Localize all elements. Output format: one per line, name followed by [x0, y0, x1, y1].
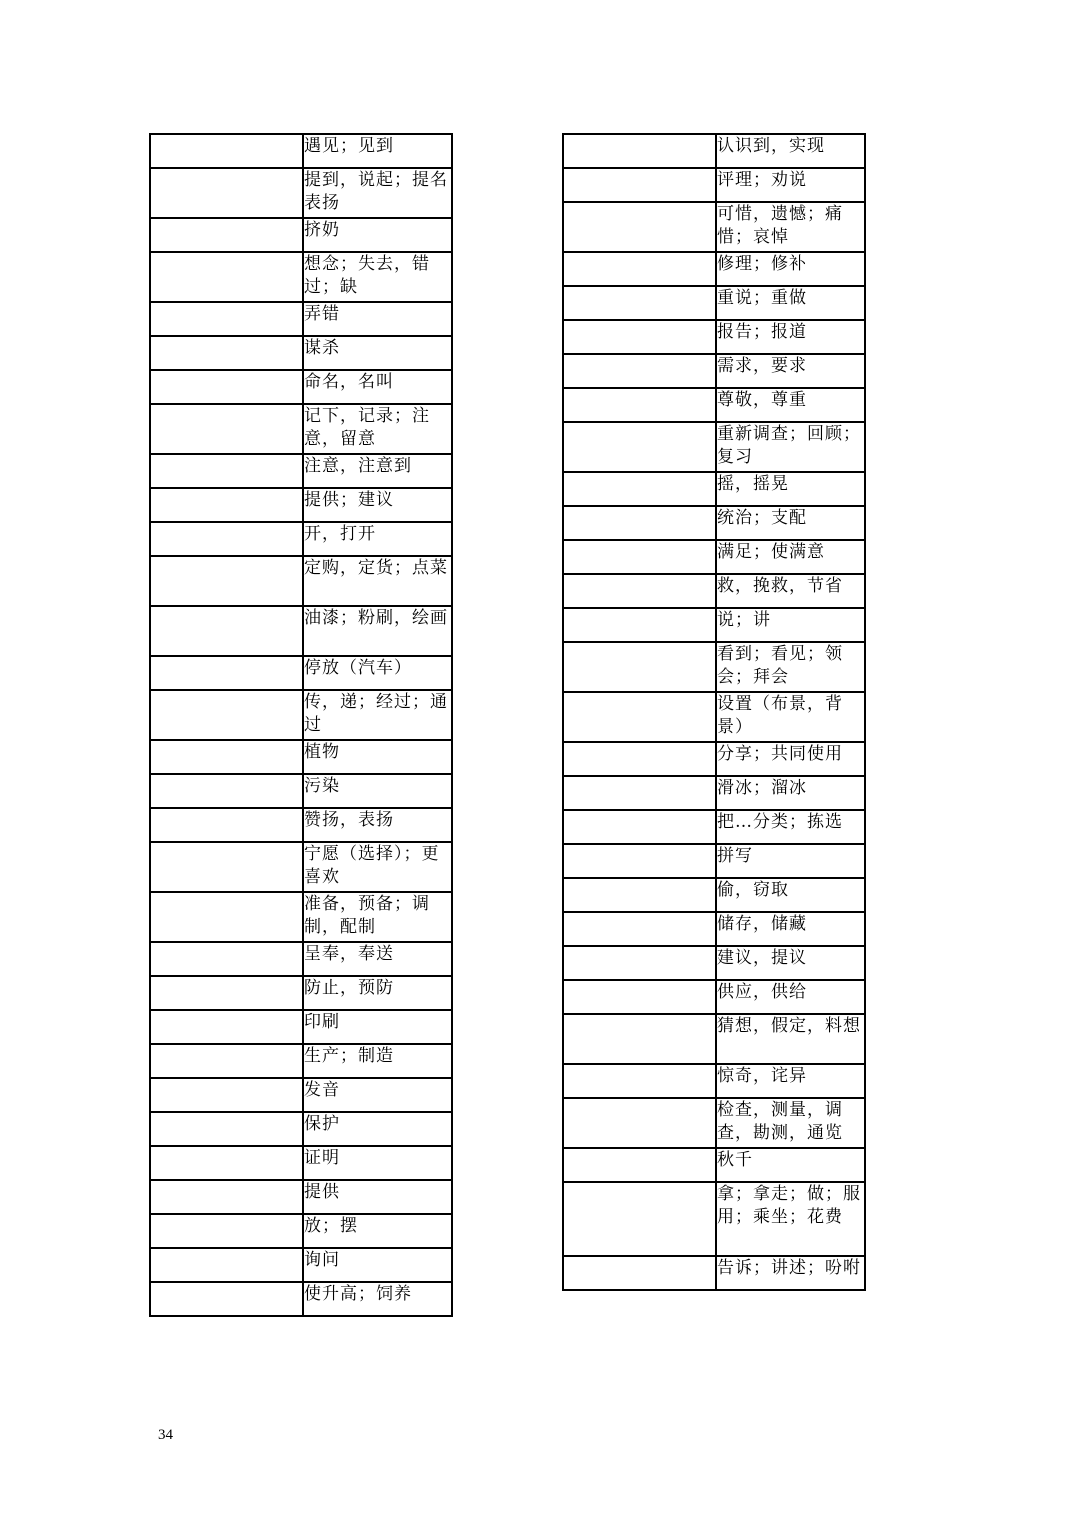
meaning-cell: 发音 — [303, 1078, 452, 1112]
word-blank-cell[interactable] — [563, 202, 716, 252]
meaning-cell: 命名，名叫 — [303, 370, 452, 404]
table-row — [563, 810, 865, 844]
meaning-cell: 储存，储藏 — [716, 912, 865, 946]
word-blank-cell[interactable] — [563, 1014, 716, 1064]
table-row — [150, 454, 452, 488]
page-number: 34 — [158, 1427, 173, 1443]
table-row — [150, 488, 452, 522]
table-row — [150, 1214, 452, 1248]
word-blank-cell[interactable] — [563, 320, 716, 354]
table-row — [150, 774, 452, 808]
word-blank-cell[interactable] — [563, 980, 716, 1014]
table-row — [150, 1010, 452, 1044]
word-blank-cell[interactable] — [150, 942, 303, 976]
table-row — [563, 388, 865, 422]
table-row — [150, 842, 452, 892]
meaning-cell: 满足；使满意 — [716, 540, 865, 574]
word-blank-cell[interactable] — [150, 1078, 303, 1112]
table-row — [563, 912, 865, 946]
word-blank-cell[interactable] — [150, 606, 303, 656]
table-row — [563, 168, 865, 202]
word-blank-cell[interactable] — [150, 252, 303, 302]
meaning-cell: 建议，提议 — [716, 946, 865, 980]
meaning-cell: 污染 — [303, 774, 452, 808]
table-row — [563, 422, 865, 472]
table-row — [150, 168, 452, 218]
word-blank-cell[interactable] — [563, 134, 716, 168]
table-row — [150, 976, 452, 1010]
meaning-cell: 重说；重做 — [716, 286, 865, 320]
table-row — [150, 302, 452, 336]
word-blank-cell[interactable] — [563, 574, 716, 608]
meaning-cell: 可惜，遗憾；痛惜；哀悼 — [716, 202, 865, 252]
word-blank-cell[interactable] — [150, 1044, 303, 1078]
table-row — [150, 1282, 452, 1316]
meaning-cell: 把…分类；拣选 — [716, 810, 865, 844]
word-blank-cell[interactable] — [150, 656, 303, 690]
word-blank-cell[interactable] — [150, 1112, 303, 1146]
meaning-cell: 检查，测量，调查，勘测，通览 — [716, 1098, 865, 1148]
table-row — [563, 776, 865, 810]
word-blank-cell[interactable] — [563, 472, 716, 506]
word-blank-cell[interactable] — [150, 1146, 303, 1180]
meaning-cell: 提到，说起；提名表扬 — [303, 168, 452, 218]
meaning-cell: 修理；修补 — [716, 252, 865, 286]
meaning-cell: 生产；制造 — [303, 1044, 452, 1078]
table-row — [563, 574, 865, 608]
meaning-cell: 呈奉，奉送 — [303, 942, 452, 976]
left-vocab-body — [150, 134, 452, 1316]
meaning-cell: 尊敬，尊重 — [716, 388, 865, 422]
table-row — [563, 844, 865, 878]
meaning-cell: 说；讲 — [716, 608, 865, 642]
word-blank-cell[interactable] — [563, 286, 716, 320]
meaning-cell: 油漆；粉刷，绘画 — [303, 606, 452, 656]
table-row — [563, 286, 865, 320]
word-blank-cell[interactable] — [150, 1180, 303, 1214]
word-blank-cell[interactable] — [563, 506, 716, 540]
meaning-cell: 拼写 — [716, 844, 865, 878]
word-blank-cell[interactable] — [150, 740, 303, 774]
word-blank-cell[interactable] — [150, 134, 303, 168]
word-blank-cell[interactable] — [150, 808, 303, 842]
table-row — [150, 336, 452, 370]
word-blank-cell[interactable] — [150, 488, 303, 522]
table-row — [563, 320, 865, 354]
word-blank-cell[interactable] — [563, 608, 716, 642]
table-row — [563, 1148, 865, 1182]
word-blank-cell[interactable] — [563, 540, 716, 574]
meaning-cell: 秋千 — [716, 1148, 865, 1182]
word-blank-cell[interactable] — [150, 1282, 303, 1316]
meaning-cell: 重新调查；回顾；复习 — [716, 422, 865, 472]
table-row — [150, 1112, 452, 1146]
table-row — [150, 1078, 452, 1112]
word-blank-cell[interactable] — [563, 692, 716, 742]
word-blank-cell[interactable] — [150, 976, 303, 1010]
table-row — [150, 556, 452, 606]
meaning-cell: 询问 — [303, 1248, 452, 1282]
meaning-cell: 看到；看见；领会；拜会 — [716, 642, 865, 692]
table-row — [563, 980, 865, 1014]
table-row — [563, 642, 865, 692]
meaning-cell: 惊奇，诧异 — [716, 1064, 865, 1098]
meaning-cell: 停放（汽车） — [303, 656, 452, 690]
word-blank-cell[interactable] — [563, 1098, 716, 1148]
meaning-cell: 印刷 — [303, 1010, 452, 1044]
meaning-cell: 摇，摇晃 — [716, 472, 865, 506]
meaning-cell: 挤奶 — [303, 218, 452, 252]
table-row — [563, 354, 865, 388]
word-blank-cell[interactable] — [563, 168, 716, 202]
table-row — [563, 1014, 865, 1064]
word-blank-cell[interactable] — [150, 454, 303, 488]
word-blank-cell[interactable] — [150, 690, 303, 740]
word-blank-cell[interactable] — [563, 1148, 716, 1182]
table-row — [150, 892, 452, 942]
word-blank-cell[interactable] — [563, 946, 716, 980]
word-blank-cell[interactable] — [563, 422, 716, 472]
table-row — [563, 1182, 865, 1256]
word-blank-cell[interactable] — [563, 742, 716, 776]
meaning-cell: 需求，要求 — [716, 354, 865, 388]
table-row — [563, 742, 865, 776]
word-blank-cell[interactable] — [150, 522, 303, 556]
table-row — [150, 1146, 452, 1180]
table-row — [563, 1064, 865, 1098]
table-row — [563, 692, 865, 742]
word-blank-cell[interactable] — [563, 252, 716, 286]
right-vocab-table — [562, 133, 866, 1291]
meaning-cell: 评理；劝说 — [716, 168, 865, 202]
table-row — [150, 370, 452, 404]
table-row — [150, 1180, 452, 1214]
meaning-cell: 提供；建议 — [303, 488, 452, 522]
meaning-cell: 分享；共同使用 — [716, 742, 865, 776]
table-row — [563, 252, 865, 286]
word-blank-cell[interactable] — [150, 302, 303, 336]
table-row — [150, 808, 452, 842]
table-row — [150, 134, 452, 168]
meaning-cell: 弄错 — [303, 302, 452, 336]
table-row — [563, 506, 865, 540]
meaning-cell: 猜想，假定，料想 — [716, 1014, 865, 1064]
word-blank-cell[interactable] — [150, 336, 303, 370]
table-row — [150, 1044, 452, 1078]
left-vocab-table — [149, 133, 453, 1317]
word-blank-cell[interactable] — [150, 1214, 303, 1248]
meaning-cell: 记下，记录；注意，留意 — [303, 404, 452, 454]
word-blank-cell[interactable] — [150, 1248, 303, 1282]
table-row — [563, 540, 865, 574]
word-blank-cell[interactable] — [150, 892, 303, 942]
word-blank-cell[interactable] — [150, 774, 303, 808]
table-row — [563, 202, 865, 252]
meaning-cell: 统治；支配 — [716, 506, 865, 540]
meaning-cell: 使升高；饲养 — [303, 1282, 452, 1316]
meaning-cell: 赞扬，表扬 — [303, 808, 452, 842]
table-row — [150, 218, 452, 252]
table-row — [150, 942, 452, 976]
table-row — [563, 1098, 865, 1148]
table-row — [563, 134, 865, 168]
table-row — [150, 606, 452, 656]
table-row — [150, 404, 452, 454]
meaning-cell: 救，挽救，节省 — [716, 574, 865, 608]
word-blank-cell[interactable] — [563, 776, 716, 810]
table-row — [150, 252, 452, 302]
meaning-cell: 准备，预备；调制，配制 — [303, 892, 452, 942]
word-blank-cell[interactable] — [563, 810, 716, 844]
word-blank-cell[interactable] — [563, 354, 716, 388]
right-vocab-body — [563, 134, 865, 1290]
word-blank-cell[interactable] — [150, 218, 303, 252]
word-blank-cell[interactable] — [150, 168, 303, 218]
meaning-cell: 拿；拿走；做；服用；乘坐；花费 — [716, 1182, 865, 1256]
meaning-cell: 传，递；经过；通过 — [303, 690, 452, 740]
table-row — [563, 946, 865, 980]
table-row — [150, 656, 452, 690]
word-blank-cell[interactable] — [563, 388, 716, 422]
word-blank-cell[interactable] — [150, 404, 303, 454]
table-row — [150, 740, 452, 774]
table-row — [563, 878, 865, 912]
meaning-cell: 供应，供给 — [716, 980, 865, 1014]
meaning-cell: 滑冰；溜冰 — [716, 776, 865, 810]
meaning-cell: 宁愿（选择）；更喜欢 — [303, 842, 452, 892]
meaning-cell: 证明 — [303, 1146, 452, 1180]
table-row — [150, 690, 452, 740]
word-blank-cell[interactable] — [563, 878, 716, 912]
table-row — [563, 608, 865, 642]
word-blank-cell[interactable] — [150, 842, 303, 892]
word-blank-cell[interactable] — [150, 370, 303, 404]
meaning-cell: 开，打开 — [303, 522, 452, 556]
meaning-cell: 想念；失去，错过；缺 — [303, 252, 452, 302]
meaning-cell: 认识到，实现 — [716, 134, 865, 168]
meaning-cell: 偷，窃取 — [716, 878, 865, 912]
table-row — [563, 472, 865, 506]
word-blank-cell[interactable] — [563, 1182, 716, 1256]
meaning-cell: 植物 — [303, 740, 452, 774]
meaning-cell: 注意，注意到 — [303, 454, 452, 488]
table-row — [563, 1256, 865, 1290]
word-blank-cell[interactable] — [563, 1256, 716, 1290]
word-blank-cell[interactable] — [563, 912, 716, 946]
meaning-cell: 遇见；见到 — [303, 134, 452, 168]
table-row — [150, 522, 452, 556]
table-row — [150, 1248, 452, 1282]
word-blank-cell[interactable] — [563, 844, 716, 878]
meaning-cell: 提供 — [303, 1180, 452, 1214]
meaning-cell: 防止，预防 — [303, 976, 452, 1010]
word-blank-cell[interactable] — [563, 1064, 716, 1098]
meaning-cell: 告诉；讲述；吩咐 — [716, 1256, 865, 1290]
word-blank-cell[interactable] — [150, 556, 303, 606]
meaning-cell: 保护 — [303, 1112, 452, 1146]
word-blank-cell[interactable] — [563, 642, 716, 692]
word-blank-cell[interactable] — [150, 1010, 303, 1044]
meaning-cell: 放；摆 — [303, 1214, 452, 1248]
meaning-cell: 设置（布景，背景） — [716, 692, 865, 742]
meaning-cell: 报告；报道 — [716, 320, 865, 354]
meaning-cell: 定购，定货；点菜 — [303, 556, 452, 606]
meaning-cell: 谋杀 — [303, 336, 452, 370]
